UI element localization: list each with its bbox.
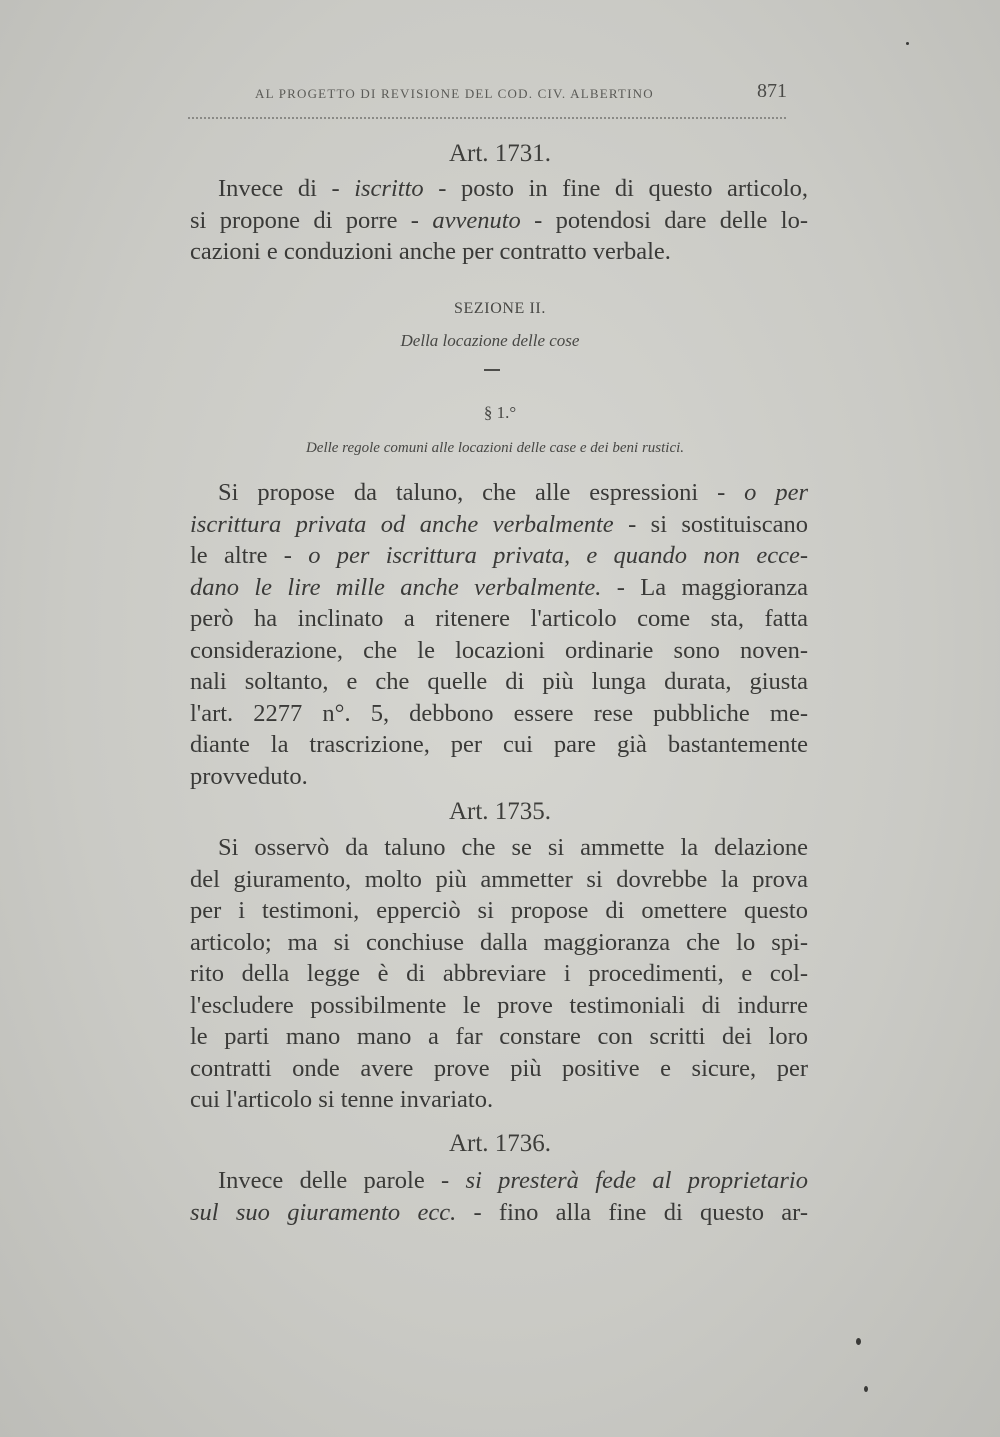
running-head: AL PROGETTO DI REVISIONE DEL COD. CIV. ALBERTINO <box>255 86 654 101</box>
article-1731-text <box>190 173 808 268</box>
text-line: del giuramento, molto più ammetter si dovrebbe la prova <box>190 865 808 893</box>
article-heading-1736: Art. 1736. <box>448 1130 552 1157</box>
text-line: diante la trascrizione, per cui pare già bastantemente <box>190 731 808 758</box>
text-line: rito della legge è di abbreviare i procedimenti, e col- <box>190 960 808 987</box>
text-line: le parti mano mano a far constare con scritti dei loro <box>190 1023 808 1050</box>
section-dash <box>484 369 500 371</box>
text-line: cui l'articolo si tenne invariato. <box>190 1086 494 1113</box>
article-1736-text <box>190 1165 808 1228</box>
text-line: per i testimoni, epperciò si propose di omettere questo <box>190 897 808 924</box>
text-line: provveduto. <box>190 762 308 790</box>
text-line: Si propose da taluno, che alle espressioni - o per <box>218 479 808 506</box>
text-line: l'art. 2277 n°. 5, debbono essere rese pubbliche me- <box>190 699 808 727</box>
text-line: cazioni e conduzioni anche per contratto verbale. <box>190 238 671 265</box>
text-line: considerazione, che le locazioni ordinarie sono noven- <box>190 636 808 664</box>
body-paragraph <box>190 477 808 792</box>
page-number: 871 <box>757 80 787 102</box>
text-line: Invece di - iscritto - posto in fine di questo articolo, <box>218 175 809 202</box>
header-rule <box>188 117 786 119</box>
text-line: contratti onde avere prove più positive e sicure, per <box>190 1054 808 1082</box>
text-line: nali soltanto, e che quelle di più lunga durata, giusta <box>190 668 808 695</box>
text-line: iscrittura privata od anche verbalmente - si sostituiscano <box>190 510 808 538</box>
text-line: articolo; ma si conchiuse dalla maggioranza che lo spi- <box>190 928 808 956</box>
section-title: SEZIONE II. <box>454 300 546 317</box>
text-line: però ha inclinato a ritenere l'articolo come sta, fatta <box>190 605 808 632</box>
text-line: le altre - o per iscrittura privata, e quando non ecce- <box>190 542 808 569</box>
text-line: si propone di porre - avvenuto - potendosi dare delle lo- <box>190 206 808 234</box>
text-line: Invece delle parole - si presterà fede al proprietario <box>218 1167 808 1194</box>
text-line: l'escludere possibilmente le prove testimoniali di indurre <box>190 991 808 1019</box>
text-line: Si osservò da taluno che se si ammette la delazione <box>218 834 808 861</box>
text-line: sul suo giuramento ecc. - fino alla fine di questo ar- <box>190 1198 808 1226</box>
article-heading-1731: Art. 1731. <box>448 140 552 167</box>
text-line: dano le lire mille anche verbalmente. - La maggioranza <box>190 573 808 601</box>
scan-speck <box>864 1386 868 1392</box>
paragraph-title: Delle regole comuni alle locazioni delle case e dei beni rustici. <box>305 440 685 456</box>
article-heading-1735: Art. 1735. <box>448 798 552 825</box>
section-subtitle: Della locazione delle cose <box>400 331 580 350</box>
article-1735-text <box>190 832 808 1116</box>
scan-speck <box>906 42 909 45</box>
scan-speck <box>856 1338 861 1345</box>
paragraph-mark: § 1.° <box>483 403 517 422</box>
